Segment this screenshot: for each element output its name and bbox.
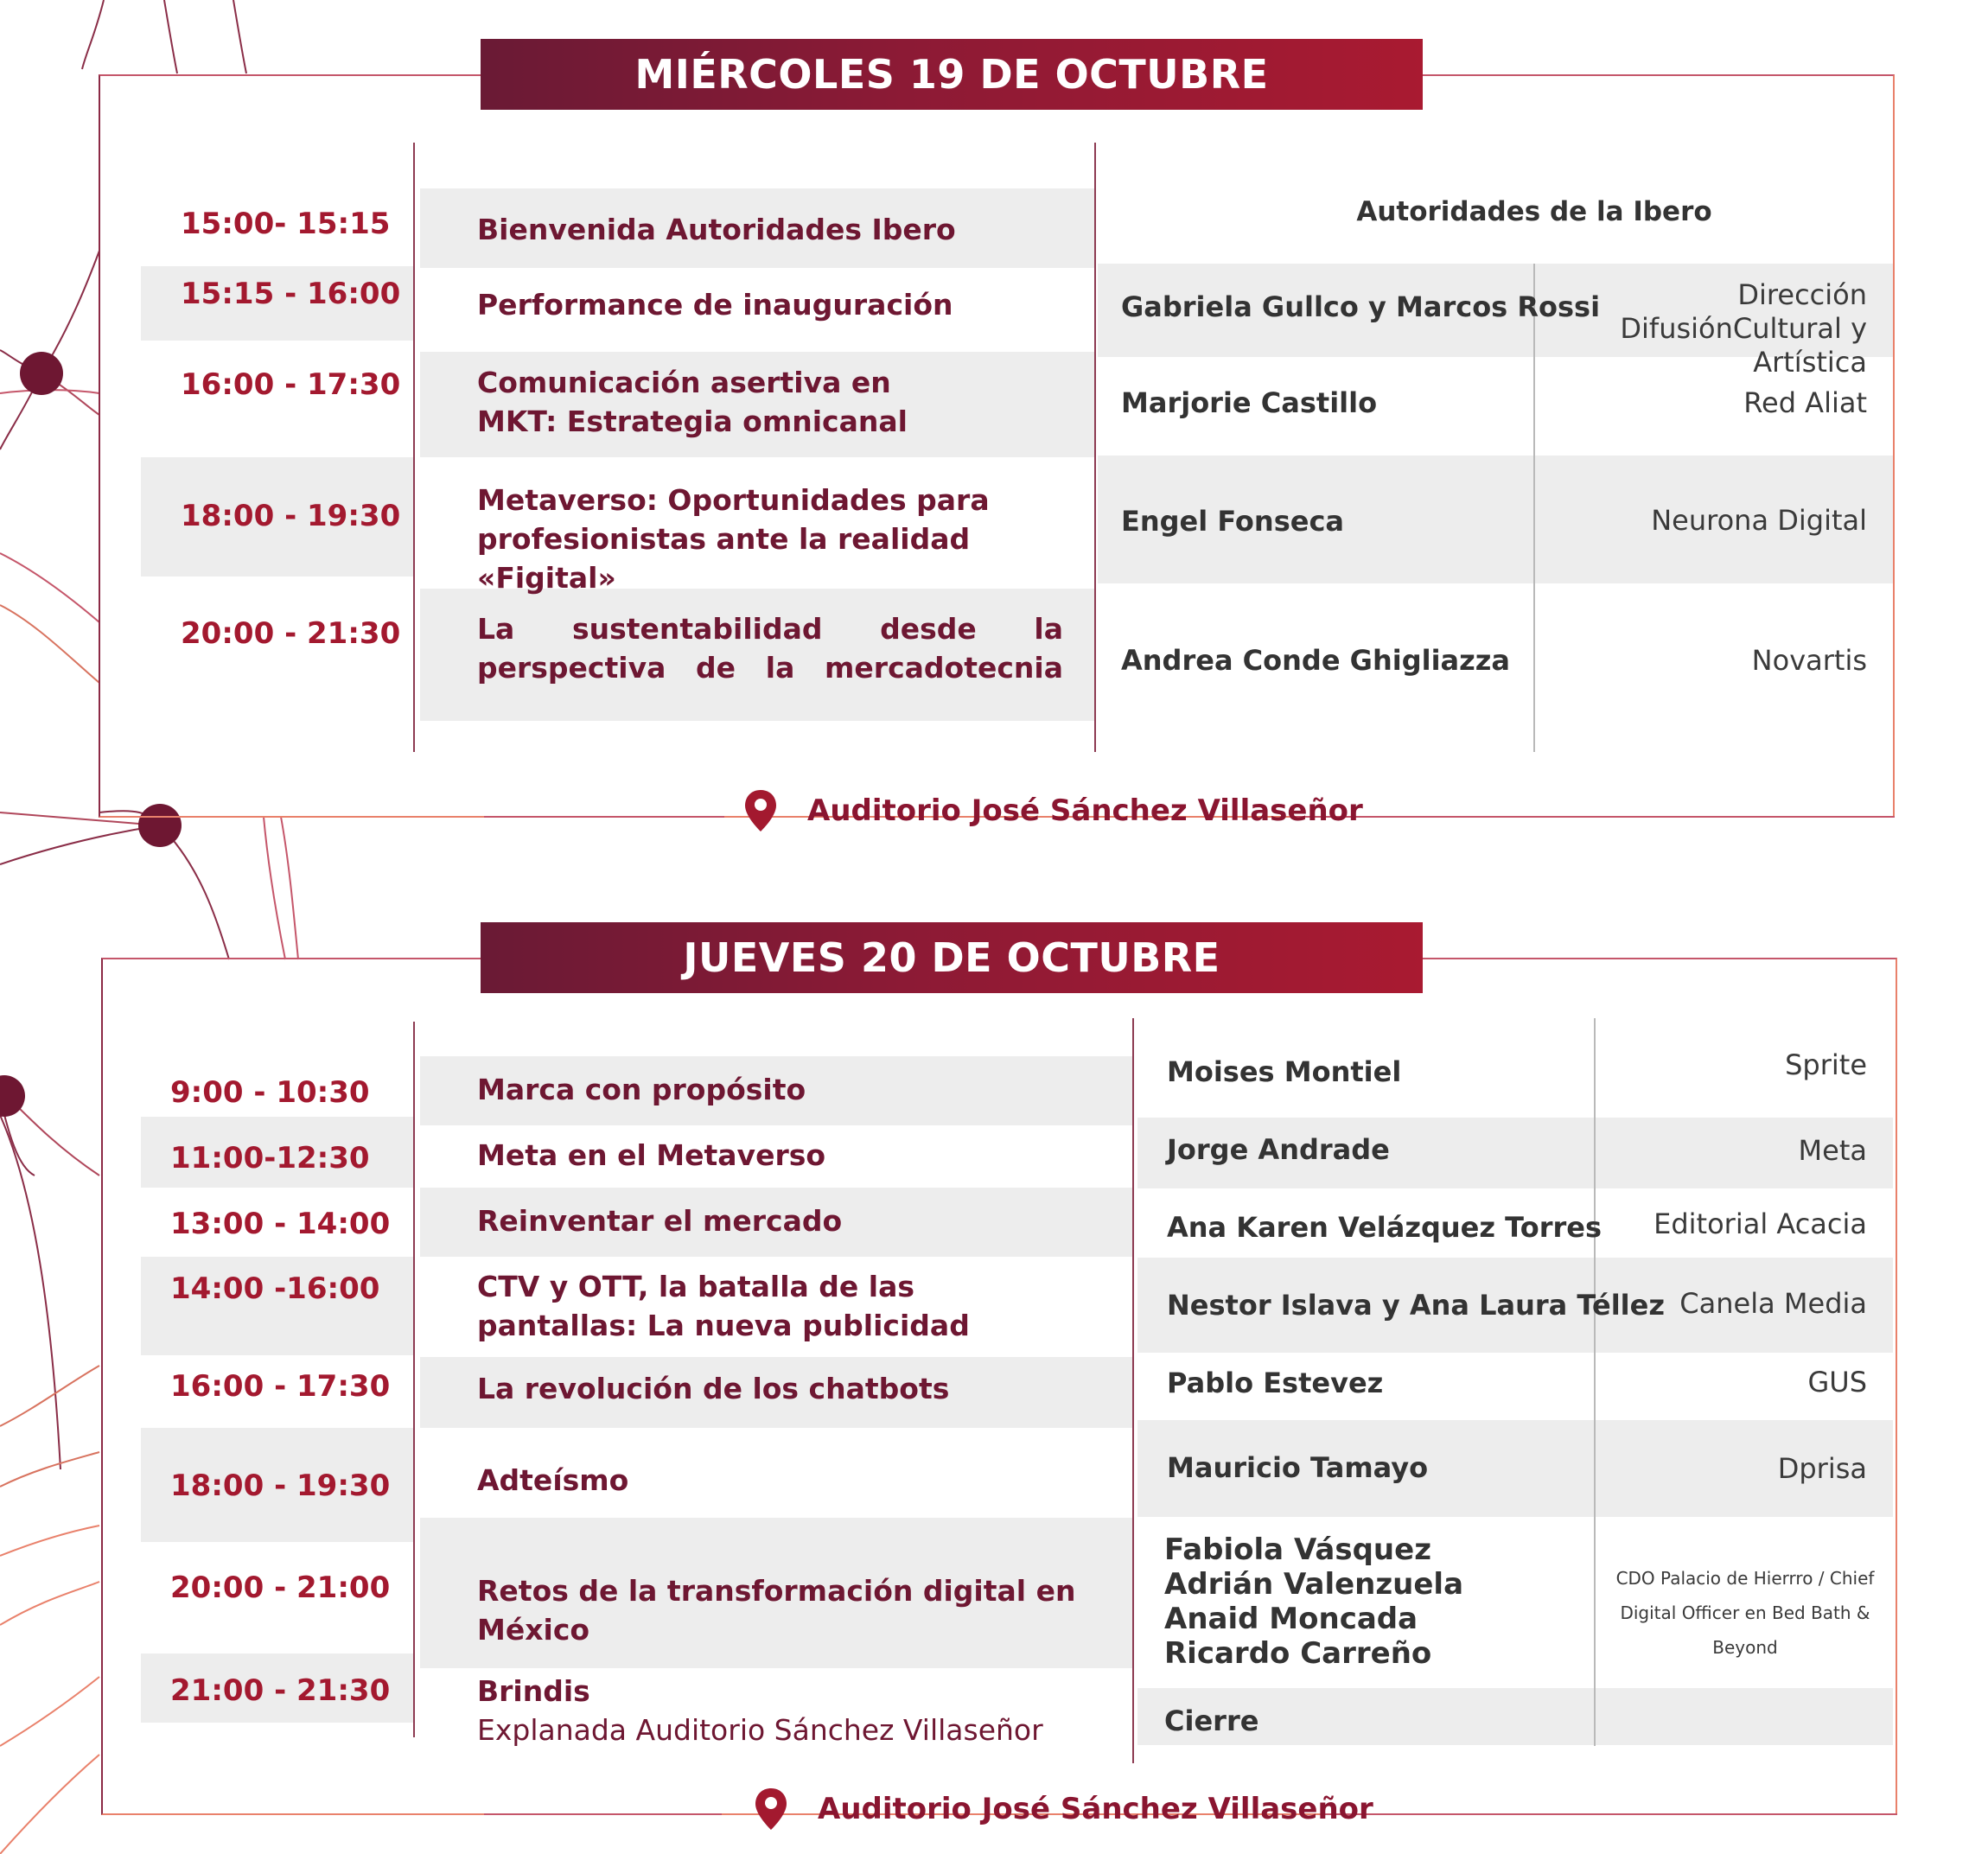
day2-speaker: Pablo Estevez (1167, 1367, 1384, 1399)
day2-divider (1132, 1018, 1134, 1763)
day2-org: Editorial Acacia (1653, 1207, 1867, 1240)
day2-speaker-line: Adrián Valenzuela (1164, 1567, 1464, 1602)
day1-topic: La sustentabilidad desde la perspectiva de la mercadotecnia (477, 612, 1063, 685)
day2-topic: Marca con propósito (477, 1073, 806, 1106)
day2-time: 9:00 - 10:30 (170, 1075, 370, 1110)
day1-speaker: Marjorie Castillo (1121, 386, 1378, 419)
day2-speaker-line: Fabiola Vásquez (1164, 1532, 1431, 1567)
day1-org: Novartis (1751, 644, 1867, 677)
day2-speaker: Cierre (1164, 1704, 1259, 1737)
day1-venue-label: Auditorio José Sánchez Villaseñor (807, 793, 1363, 828)
day2-topic-brindis-location: Explanada Auditorio Sánchez Villaseñor (477, 1713, 1043, 1747)
day2-time: 20:00 - 21:00 (170, 1570, 391, 1605)
day1-venue-rule (1291, 816, 1895, 818)
day2-org: Sprite (1785, 1048, 1867, 1081)
day2-speaker: Moises Montiel (1167, 1055, 1402, 1088)
location-pin-icon (754, 1787, 788, 1832)
day1-divider (413, 143, 415, 752)
day2-time: 16:00 - 17:30 (170, 1369, 391, 1404)
day2-venue-rule (1322, 1813, 1897, 1815)
day2-speaker-line: Anaid Moncada (1164, 1602, 1418, 1636)
day2-venue-rule (484, 1813, 722, 1815)
day1-topic: Metaverso: Oportunidades para profesionistas ante la realidad «Figital» (477, 483, 990, 595)
day1-title: MIÉRCOLES 19 DE OCTUBRE (481, 39, 1423, 110)
day2-speaker-line: Ricardo Carreño (1164, 1636, 1432, 1671)
day2-org-line: CDO Palacio de Hierrro / Chief (1615, 1568, 1875, 1589)
day1-divider (1533, 264, 1535, 752)
day2-speaker: Ana Karen Velázquez Torres (1167, 1211, 1603, 1244)
day2-time: 18:00 - 19:30 (170, 1469, 391, 1503)
day2-divider (413, 1022, 415, 1737)
day2-venue-label: Auditorio José Sánchez Villaseñor (818, 1792, 1373, 1826)
day2-org: GUS (1807, 1366, 1867, 1398)
day2-org: Canela Media (1679, 1287, 1867, 1320)
day1-time: 18:00 - 19:30 (181, 499, 401, 533)
day2-time: 14:00 -16:00 (170, 1271, 380, 1306)
day1-divider (1094, 143, 1096, 752)
day1-topic: Performance de inauguración (477, 288, 953, 322)
day2-speaker: Mauricio Tamayo (1167, 1451, 1429, 1484)
day2-topic: La revolución de los chatbots (477, 1372, 950, 1405)
day1-org: Red Aliat (1743, 386, 1867, 419)
day1-time: 15:15 - 16:00 (181, 277, 401, 311)
day2-time: 13:00 - 14:00 (170, 1207, 391, 1241)
day2-topic: Reinventar el mercado (477, 1204, 843, 1238)
day2-time: 21:00 - 21:30 (170, 1673, 391, 1708)
day1-speaker: Engel Fonseca (1121, 505, 1344, 538)
day2-org: Dprisa (1777, 1452, 1867, 1485)
day2-topic-brindis (477, 1672, 1117, 1749)
day1-topic: Comunicación asertiva en MKT: Estrategia omnicanal (477, 366, 908, 438)
day2-org-cdo (1603, 1561, 1888, 1665)
day1-org: Dirección DifusiónCultural y Artística (1620, 278, 1867, 379)
day2-speaker-group (1164, 1532, 1463, 1671)
day2-speaker: Nestor Islava y Ana Laura Téllez (1167, 1289, 1665, 1322)
day1-speaker-header: Autoridades de la Ibero (1356, 196, 1712, 227)
day2-org: Meta (1798, 1134, 1867, 1167)
day1-time: 20:00 - 21:30 (181, 616, 401, 651)
day2-topic: Meta en el Metaverso (477, 1138, 826, 1172)
day1-org: Neurona Digital (1651, 504, 1867, 537)
day2-topic-brindis-title: Brindis (477, 1674, 590, 1708)
day2-time: 11:00-12:30 (170, 1141, 370, 1175)
day1-topic: Bienvenida Autoridades Ibero (477, 213, 956, 246)
day1-time: 16:00 - 17:30 (181, 367, 401, 402)
day2-topic: CTV y OTT, la batalla de las pantallas: La nueva publicidad (477, 1270, 970, 1342)
day2-title: JUEVES 20 DE OCTUBRE (481, 922, 1423, 993)
day2-speaker: Jorge Andrade (1167, 1133, 1390, 1166)
day2-divider (1594, 1018, 1596, 1746)
day2-venue (754, 1787, 1373, 1832)
day1-speaker: Gabriela Gullco y Marcos Rossi (1121, 290, 1601, 323)
day1-time: 15:00- 15:15 (181, 207, 391, 241)
day2-topic: Retos de la transformación digital en México (477, 1574, 1076, 1647)
day2-topic: Adteísmo (477, 1463, 629, 1497)
day1-venue (743, 788, 1363, 833)
day1-venue-rule (484, 816, 724, 818)
day2-org-line: Digital Officer en Bed Bath & Beyond (1620, 1602, 1870, 1658)
day1-speaker: Andrea Conde Ghigliazza (1121, 644, 1510, 677)
location-pin-icon (743, 788, 778, 833)
